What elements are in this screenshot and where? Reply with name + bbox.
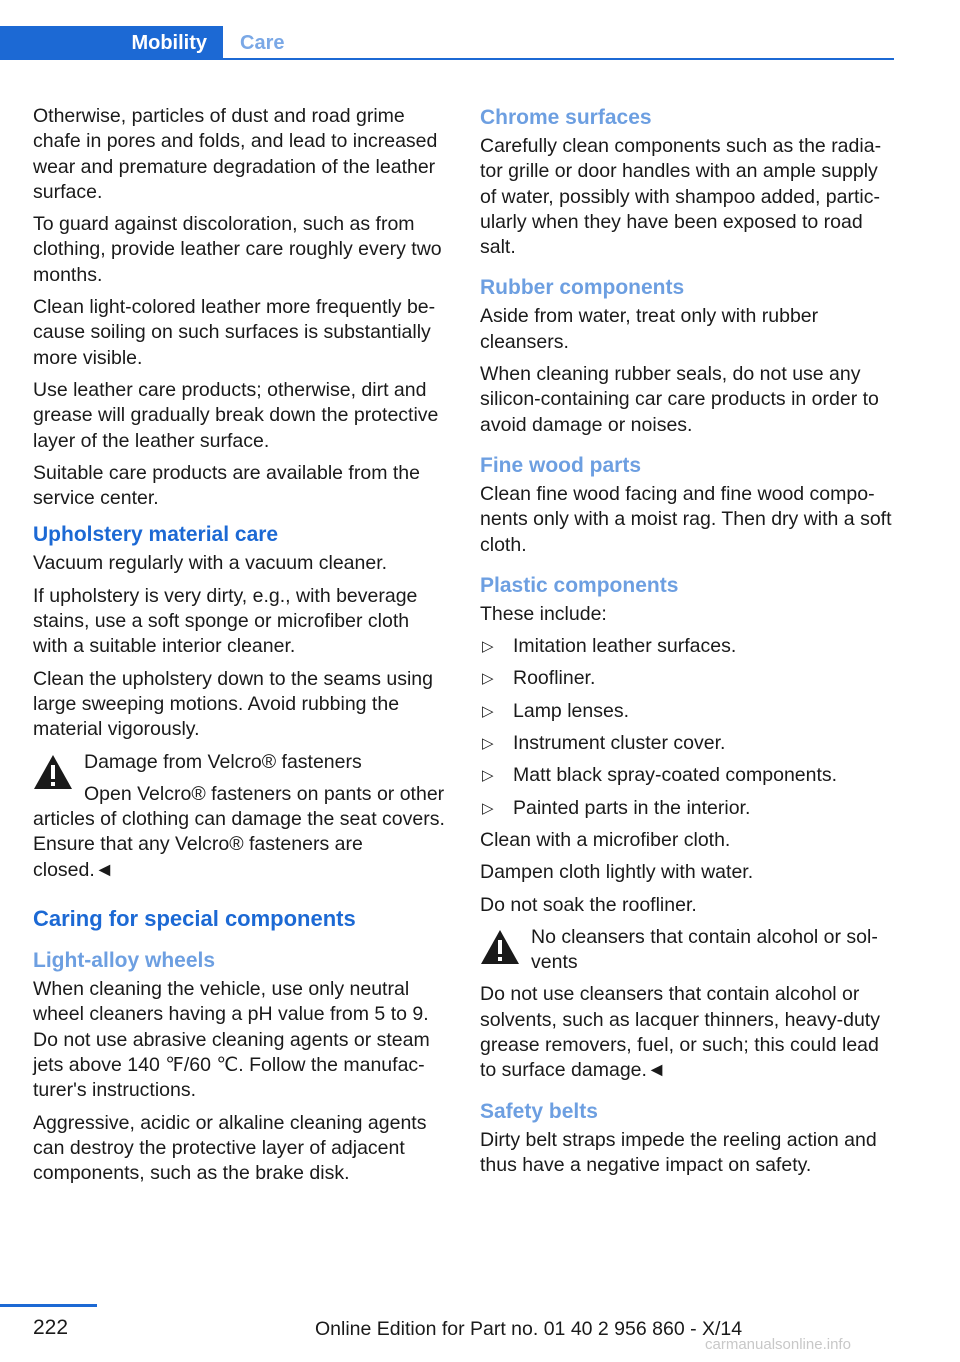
paragraph: Clean fine wood facing and fine wood components only with a moist rag. Then dry with a soft cloth. bbox=[480, 482, 892, 556]
paragraph: Dirty belt straps impede the reeling action and thus have a negative impact on safety. bbox=[480, 1128, 877, 1176]
list-item bbox=[480, 666, 896, 691]
list-item bbox=[480, 634, 896, 659]
warning-title: No cleansers that contain alcohol or solvents bbox=[531, 925, 878, 974]
paragraph: Suitable care products are available from the service center. bbox=[33, 461, 420, 510]
heading-chrome: Chrome surfaces bbox=[480, 106, 652, 129]
heading-plastic: Plastic components bbox=[480, 573, 679, 597]
warning-velcro bbox=[33, 750, 449, 883]
list-item-label: Roofliner. bbox=[513, 667, 596, 690]
plastic-list bbox=[480, 634, 896, 821]
heading-upholstery: Upholstery material care bbox=[33, 523, 279, 547]
footer-edition: Online Edition for Part no. 01 40 2 956 860 - X/14 bbox=[315, 1318, 743, 1340]
list-item-label: Lamp lenses. bbox=[513, 699, 629, 722]
paragraph: Clean the upholstery down to the seams using large sweeping motions. Avoid rubbing the material vigorously. bbox=[33, 667, 433, 741]
left-column bbox=[33, 104, 449, 1193]
paragraph: Aggressive, acidic or alkaline cleaning agents can destroy the protective layer of adjacent components, such as the brake disk. bbox=[33, 1111, 427, 1185]
list-item bbox=[480, 731, 896, 756]
list-item bbox=[480, 796, 896, 821]
warning-triangle-icon bbox=[480, 929, 520, 965]
triangle-right-icon: ▷ bbox=[482, 799, 494, 817]
header-rule bbox=[223, 58, 894, 60]
tab-mobility[interactable]: Mobility bbox=[0, 26, 223, 60]
heading-fine-wood: Fine wood parts bbox=[480, 453, 642, 477]
paragraph: These include: bbox=[480, 602, 607, 625]
paragraph: Carefully clean components such as the radiator grille or door handles with an ample supply of water, possibly with shampoo added, particularly when they have been exposed to road salt. bbox=[480, 135, 882, 259]
heading-safety-belts: Safety belts bbox=[480, 1099, 598, 1123]
triangle-right-icon: ▷ bbox=[482, 638, 494, 656]
list-item-label: Painted parts in the interior. bbox=[513, 796, 751, 819]
heading-special-components: Caring for special components bbox=[33, 906, 356, 932]
warning-triangle-icon bbox=[33, 754, 73, 790]
watermark: carmanualsonline.info bbox=[705, 1336, 851, 1353]
list-item bbox=[480, 699, 896, 724]
warning-body: Open Velcro® fasteners on pants or other articles of clothing can damage the seat covers. Ensure that any Velcro® fasteners are closed.◄ bbox=[33, 782, 445, 881]
triangle-right-icon: ▷ bbox=[482, 702, 494, 720]
paragraph: Aside from water, treat only with rubber cleansers. bbox=[480, 305, 819, 353]
right-column bbox=[480, 104, 896, 1185]
triangle-right-icon: ▷ bbox=[482, 735, 494, 753]
triangle-right-icon: ▷ bbox=[482, 670, 494, 688]
paragraph: Vacuum regularly with a vacuum cleaner. bbox=[33, 552, 388, 575]
heading-rubber: Rubber components bbox=[480, 276, 685, 300]
paragraph: Clean with a microfiber cloth. bbox=[480, 828, 731, 851]
paragraph: Dampen cloth lightly with water. bbox=[480, 861, 754, 884]
paragraph: To guard against discoloration, such as from clothing, provide leather care roughly every two months. bbox=[33, 213, 442, 286]
paragraph: Clean light-colored leather more frequently because soiling on such surfaces is substantially more visible. bbox=[33, 296, 436, 369]
warning-title: Damage from Velcro® fasteners bbox=[84, 750, 362, 773]
list-item-label: Imitation leather surfaces. bbox=[513, 635, 737, 658]
footer-rule bbox=[0, 1304, 97, 1307]
list-item-label: Matt black spray-coated components. bbox=[513, 764, 838, 787]
heading-light-alloy-wheels: Light-alloy wheels bbox=[33, 949, 216, 973]
paragraph: Use leather care products; otherwise, dirt and grease will gradually break down the protective layer of the leather surface. bbox=[33, 378, 439, 452]
tab-care[interactable]: Care bbox=[240, 32, 285, 54]
paragraph: Otherwise, particles of dust and road grime chafe in pores and folds, and lead to increased wear and premature degradation of the leather surface. bbox=[33, 105, 438, 203]
paragraph: If upholstery is very dirty, e.g., with beverage stains, use a soft sponge or microfiber cloth with a suitable interior cleaner. bbox=[33, 584, 418, 658]
list-item-label: Instrument cluster cover. bbox=[513, 732, 726, 755]
header-tabbar bbox=[0, 26, 894, 60]
triangle-right-icon: ▷ bbox=[482, 767, 494, 785]
page-number: 222 bbox=[33, 1316, 69, 1339]
warning-cleansers bbox=[480, 925, 896, 1084]
list-item bbox=[480, 763, 896, 788]
paragraph: Do not soak the roofliner. bbox=[480, 893, 697, 916]
warning-body: Do not use cleansers that contain alcohol or solvents, such as lacquer thinners, heavy-duty grease removers, fuel, or such; this could lead to surface damage.◄ bbox=[480, 983, 880, 1082]
paragraph: When cleaning rubber seals, do not use any silicon-containing car care products in order to avoid damage or noises. bbox=[480, 363, 879, 436]
paragraph: When cleaning the vehicle, use only neutral wheel cleaners having a pH value from 5 to 9. Do not use abrasive cleaning agents or steam jets above 140 ℉/60 ℃. Follow the manufacturer's instructions. bbox=[33, 978, 430, 1102]
